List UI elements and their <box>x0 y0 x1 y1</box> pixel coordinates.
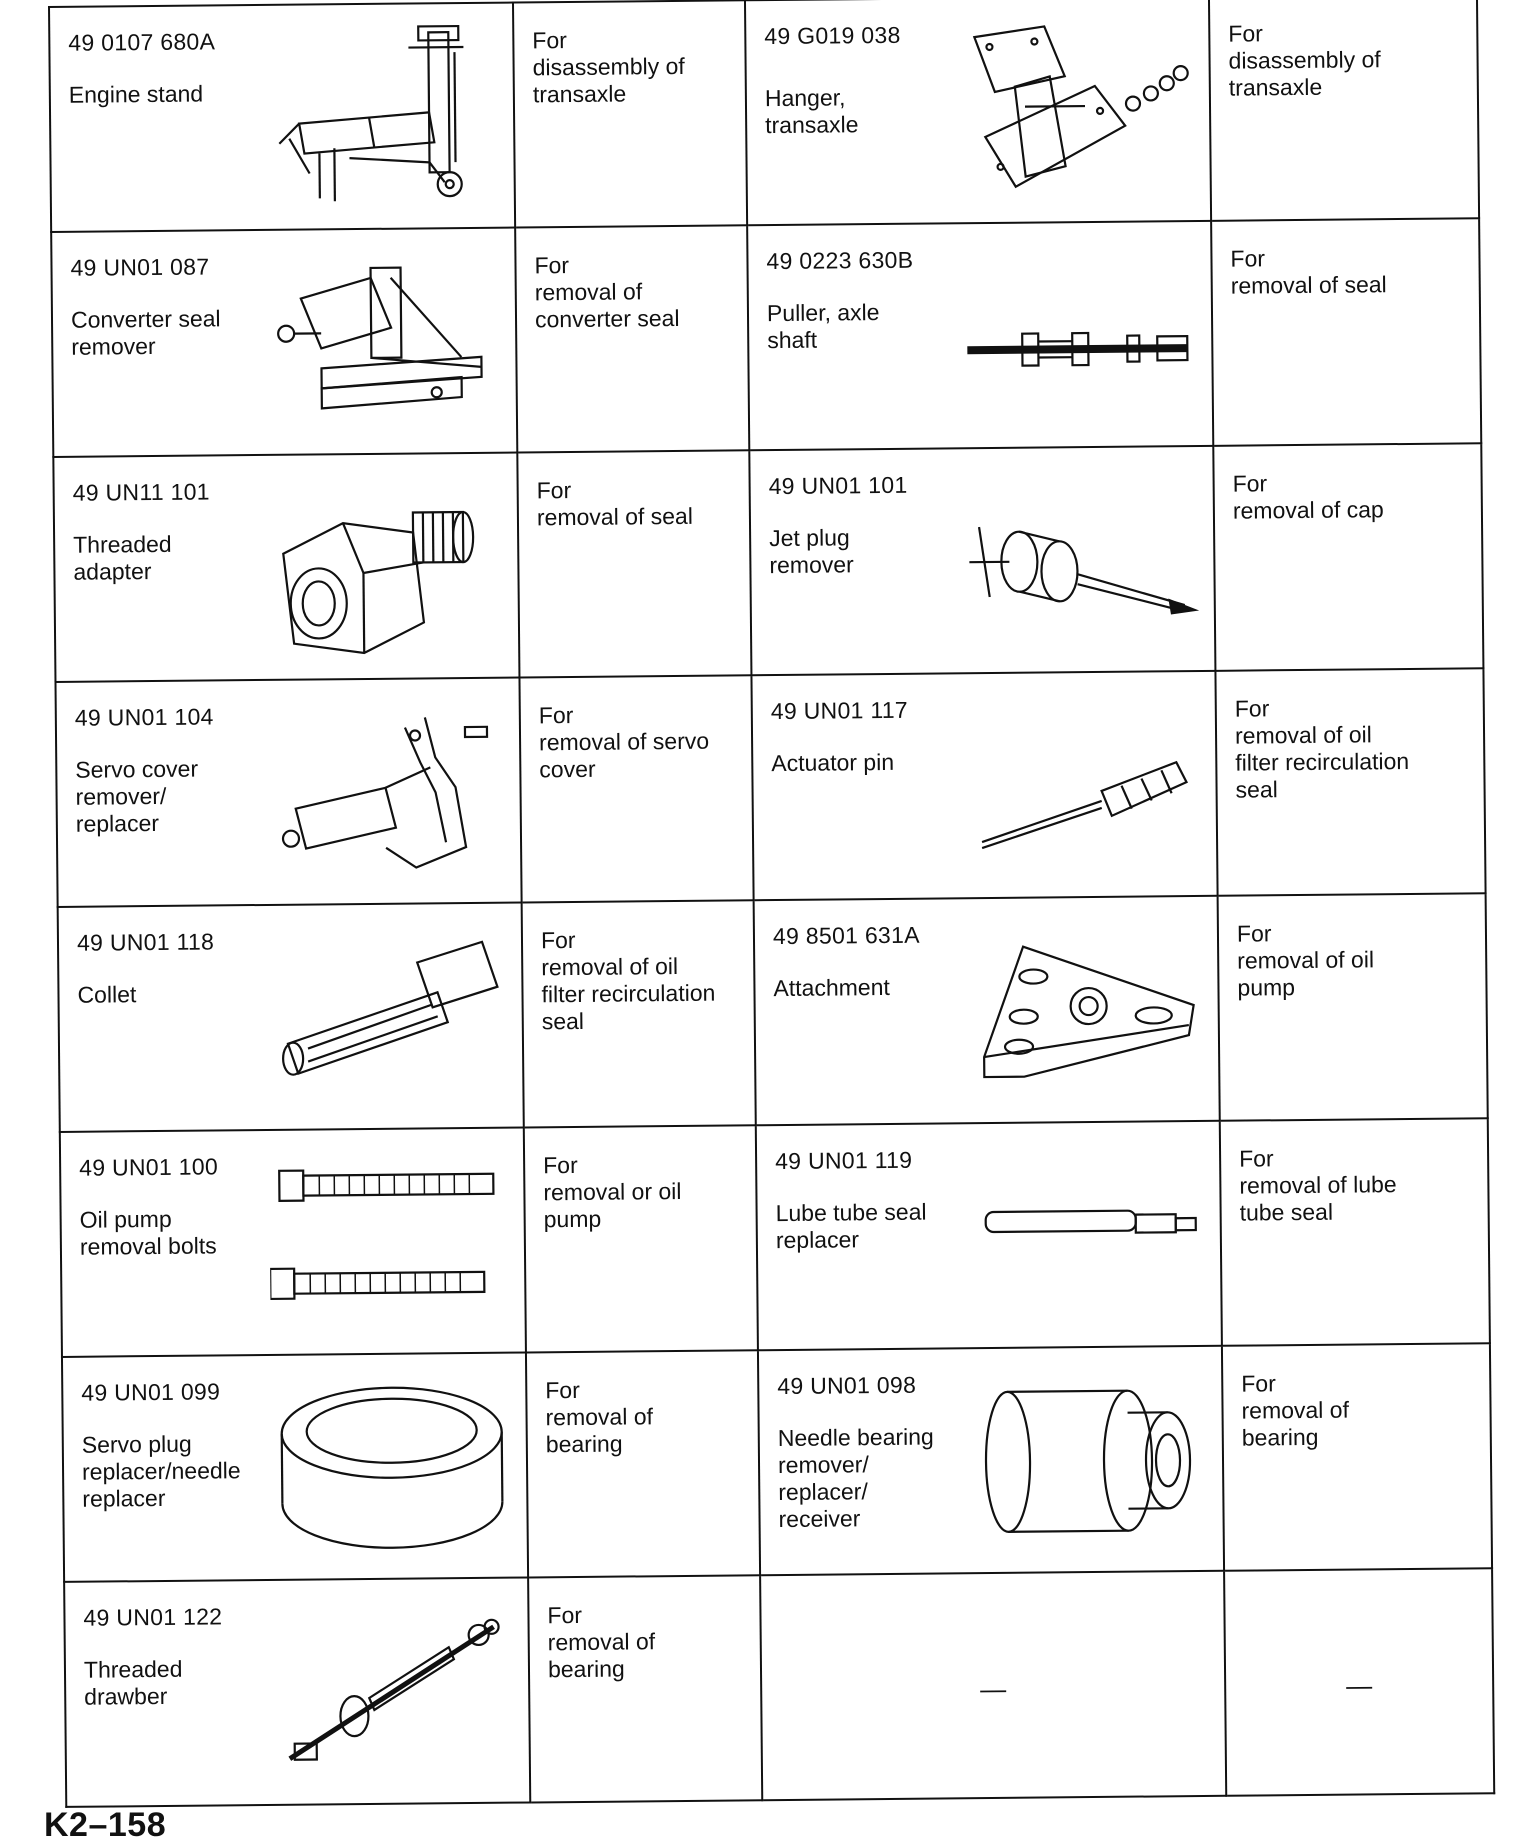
part-number: 49 UN01 099 <box>81 1378 221 1406</box>
engine-stand-icon <box>258 22 500 214</box>
puller-icon <box>956 240 1198 432</box>
table-row <box>60 1118 1490 1357</box>
part-number: 49 UN01 117 <box>770 696 909 725</box>
tool-cell <box>750 447 1214 674</box>
tool-cell <box>61 1128 525 1355</box>
tool-name: Servo cover remover/ replacer <box>75 755 199 837</box>
part-number: 49 0107 680A <box>68 28 216 56</box>
bearing-tool-icon <box>967 1365 1209 1557</box>
part-number: 49 8501 631A <box>772 921 920 950</box>
collet-icon <box>267 922 509 1114</box>
seal-remover-icon <box>260 247 502 439</box>
tool-cell <box>56 679 520 906</box>
tool-usage: For removal of bearing <box>545 1376 654 1458</box>
part-number: 49 UN01 100 <box>79 1153 219 1181</box>
tool-cell <box>50 4 514 231</box>
tool-name: Hanger, transaxle <box>764 84 859 139</box>
empty-cell-dash: — <box>980 1673 1007 1705</box>
tool-cell <box>54 454 518 681</box>
tool-usage: For removal of oil filter recirculation seal <box>1234 695 1410 803</box>
table-row <box>55 668 1485 907</box>
tool-usage: For removal of converter seal <box>534 252 680 333</box>
tool-name: Puller, axle shaft <box>766 299 880 354</box>
empty-cell-dash: — <box>1346 1670 1373 1701</box>
servo-cover-tool-icon <box>265 697 507 889</box>
tool-usage: For removal of seal <box>1230 245 1387 299</box>
tool-cell <box>759 1347 1223 1574</box>
table-row <box>62 1343 1492 1582</box>
tool-usage: For removal of servo cover <box>538 701 710 783</box>
special-tools-sheet <box>48 0 1493 1798</box>
drawbar-icon <box>273 1597 515 1789</box>
tool-name: Jet plug remover <box>769 524 854 579</box>
special-tools-table <box>48 0 1495 1808</box>
part-number: 49 UN01 118 <box>76 928 215 956</box>
tool-name: Attachment <box>773 973 890 1002</box>
ring-icon <box>271 1372 513 1564</box>
part-number: 49 UN01 101 <box>768 471 908 500</box>
tool-usage: For removal of oil pump <box>1236 920 1375 1001</box>
tool-name: Engine stand <box>68 80 204 108</box>
tool-usage: For removal of bearing <box>1241 1370 1350 1451</box>
tool-name: Threaded adapter <box>73 530 172 585</box>
table-row <box>64 1568 1494 1807</box>
tool-usage: For disassembly of transaxle <box>532 27 685 108</box>
jet-plug-remover-icon <box>958 465 1200 657</box>
tool-name: Converter seal remover <box>70 305 221 360</box>
tool-name: Servo plug replacer/needle replacer <box>81 1430 241 1512</box>
tool-cell <box>746 0 1210 224</box>
tool-cell <box>65 1578 529 1805</box>
table-row <box>58 893 1488 1132</box>
tool-cell <box>63 1353 527 1580</box>
part-number: 49 UN01 104 <box>74 703 214 731</box>
tool-cell <box>755 897 1219 1124</box>
part-number: 49 UN11 101 <box>72 478 210 506</box>
tool-usage: For removal of lube tube seal <box>1238 1145 1397 1226</box>
tool-cell <box>748 222 1212 449</box>
seal-replacer-rod-icon <box>965 1140 1207 1332</box>
page-number: K2–158 <box>44 1806 167 1844</box>
tool-usage: For removal of cap <box>1232 470 1384 524</box>
tool-cell <box>757 1122 1221 1349</box>
tool-cell <box>752 672 1216 899</box>
tool-name: Oil pump removal bolts <box>79 1205 217 1260</box>
actuator-pin-icon <box>961 690 1203 882</box>
part-number: 49 UN01 122 <box>83 1603 223 1631</box>
tool-name: Needle bearing remover/ replacer/ receiver <box>777 1423 934 1533</box>
tool-name: Threaded drawber <box>83 1655 183 1710</box>
tool-name: Actuator pin <box>771 748 895 777</box>
part-number: 49 0223 630B <box>766 246 914 275</box>
tool-usage: For removal of seal <box>536 477 694 531</box>
tool-cell <box>52 229 516 456</box>
table-row <box>49 0 1479 232</box>
tool-usage: For removal or oil pump <box>543 1151 682 1233</box>
part-number: 49 UN01 119 <box>774 1146 913 1175</box>
tool-cell <box>59 904 523 1131</box>
tool-usage: For removal of oil filter recirculation seal <box>540 926 716 1035</box>
threaded-adapter-icon <box>263 472 505 664</box>
table-row <box>51 218 1481 457</box>
tool-name: Collet <box>77 981 137 1008</box>
tool-usage: For disassembly of transaxle <box>1228 20 1381 101</box>
tool-usage: For removal of bearing <box>547 1601 656 1683</box>
part-number: 49 G019 038 <box>764 21 901 50</box>
bolts-icon <box>269 1147 511 1339</box>
part-number: 49 UN01 098 <box>777 1371 917 1400</box>
table-row <box>53 443 1483 682</box>
attachment-plate-icon <box>963 915 1205 1107</box>
part-number: 49 UN01 087 <box>70 253 210 281</box>
tool-name: Lube tube seal replacer <box>775 1198 927 1254</box>
hanger-icon <box>954 15 1196 207</box>
